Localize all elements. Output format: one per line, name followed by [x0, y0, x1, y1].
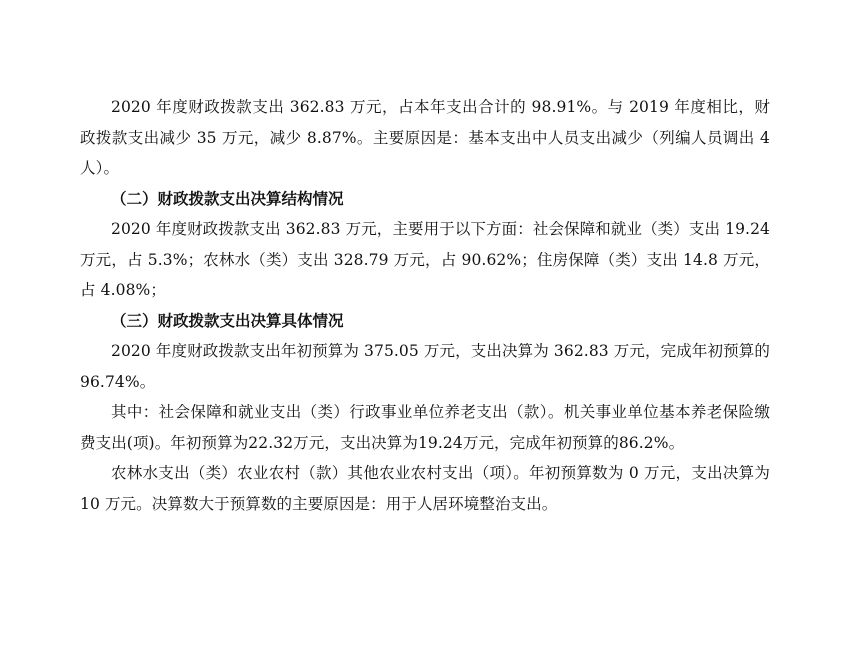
- paragraph-agriculture-detail: 农林水支出（类）农业农村（款）其他农业农村支出（项）。年初预算数为 0 万元，支出决算为 10 万元。决算数大于预算数的主要原因是：用于人居环境整治支出。: [80, 464, 770, 513]
- paragraph-social-security-detail: 其中：社会保障和就业支出（类）行政事业单位养老支出（款）。机关事业单位基本养老保险缴费支出(项)。年初预算为22.32万元，支出决算为19.24万元，完成年初预算的86.2%。: [80, 403, 770, 452]
- section-heading-details: （三）财政拨款支出决算具体情况: [111, 310, 344, 330]
- paragraph-expenditure-summary: 2020 年度财政拨款支出 362.83 万元，占本年支出合计的 98.91%。与 2019 年度相比，财政拨款支出减少 35 万元，减少 8.87%。主要原因是：基本支出中人员支出减少（列编人员调出 4 人）。: [80, 98, 770, 177]
- paragraph-budget-completion: 2020 年度财政拨款支出年初预算为 375.05 万元，支出决算为 362.83 万元，完成年初预算的 96.74%。: [80, 342, 770, 391]
- document-body: [80, 92, 770, 519]
- paragraph-expenditure-structure: 2020 年度财政拨款支出 362.83 万元，主要用于以下方面：社会保障和就业（类）支出 19.24 万元，占 5.3%；农林水（类）支出 328.79 万元，占 90.62%；住房保障（类）支出 14.8 万元，占 4.08%；: [80, 220, 770, 299]
- section-heading-structure: （二）财政拨款支出决算结构情况: [111, 188, 344, 208]
